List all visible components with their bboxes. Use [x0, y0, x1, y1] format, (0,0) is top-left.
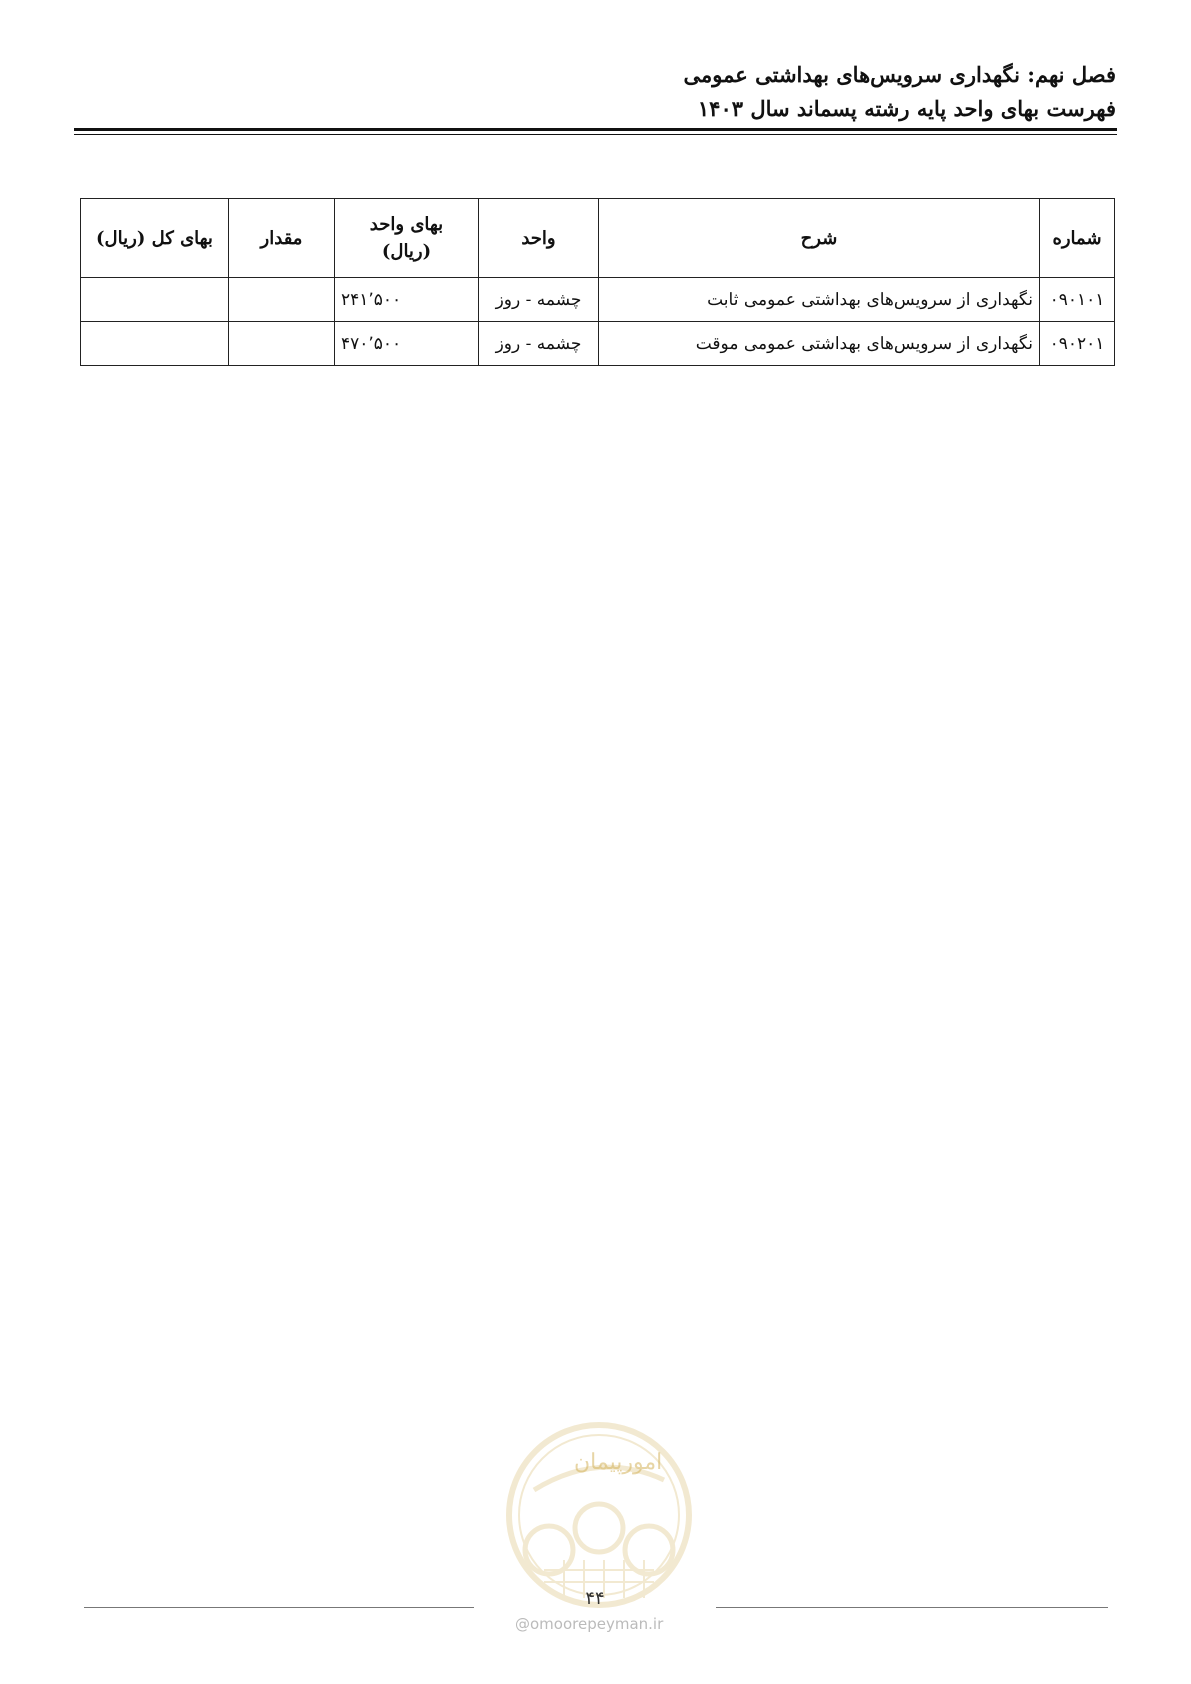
- table-header-row: [81, 199, 1115, 278]
- cell-quantity: [229, 278, 335, 322]
- unit-price-label: بهای واحد: [369, 214, 444, 235]
- cell-quantity: [229, 322, 335, 366]
- table-row: [81, 322, 1115, 366]
- website-watermark: @omoorepeyman.ir: [515, 1615, 664, 1633]
- col-header-unit: واحد: [479, 199, 599, 278]
- cell-description: نگهداری از سرویس‌های بهداشتی عمومی ثابت: [599, 278, 1040, 322]
- cell-code: ۰۹۰۱۰۱: [1040, 278, 1115, 322]
- cell-total-price: [81, 322, 229, 366]
- document-header: [684, 58, 1116, 126]
- watermark-logo-text: امورپیمان: [574, 1450, 663, 1475]
- watermark-seal-icon: [504, 1420, 694, 1610]
- cell-unit-price: ۴۷۰٬۵۰۰: [335, 322, 479, 366]
- col-header-code: شماره: [1040, 199, 1115, 278]
- price-list-title: فهرست بهای واحد پایه رشته پسماند سال ۱۴۰۳: [697, 96, 1116, 121]
- col-header-unit-price: [335, 199, 479, 278]
- header-rule-thick: [74, 128, 1117, 131]
- chapter-title: فصل نهم: نگهداری سرویس‌های بهداشتی عمومی: [683, 62, 1116, 87]
- col-header-quantity: مقدار: [229, 199, 335, 278]
- cell-unit: چشمه - روز: [479, 322, 599, 366]
- cell-description: نگهداری از سرویس‌های بهداشتی عمومی موقت: [599, 322, 1040, 366]
- cell-total-price: [81, 278, 229, 322]
- price-table: [80, 198, 1115, 366]
- unit-price-currency: (ریال): [381, 241, 432, 262]
- cell-unit: چشمه - روز: [479, 278, 599, 322]
- cell-unit-price: ۲۴۱٬۵۰۰: [335, 278, 479, 322]
- footer-rule-right: [716, 1607, 1108, 1608]
- col-header-description: شرح: [599, 199, 1040, 278]
- footer-rule-left: [84, 1607, 474, 1608]
- cell-code: ۰۹۰۲۰۱: [1040, 322, 1115, 366]
- header-rule-thin: [74, 134, 1117, 135]
- col-header-total-price: بهای کل (ریال): [81, 199, 229, 278]
- page-number: ۴۴: [585, 1588, 605, 1609]
- table-row: [81, 278, 1115, 322]
